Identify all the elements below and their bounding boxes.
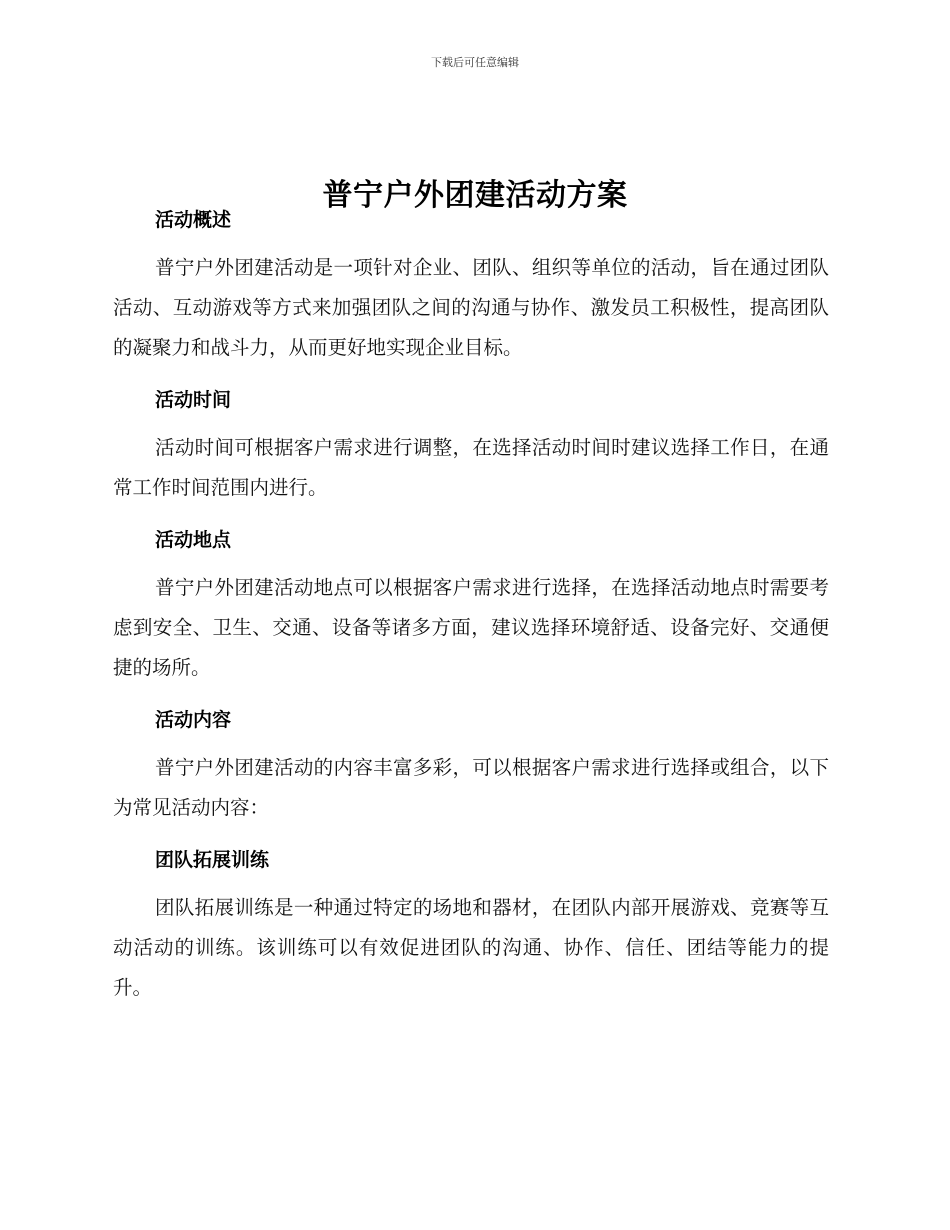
section-paragraph: 团队拓展训练是一种通过特定的场地和器材，在团队内部开展游戏、竞赛等互动活动的训练。该训练可以有效促进团队的沟通、协作、信任、团结等能力的提升。 [113, 896, 829, 999]
header-note: 下载后可任意编辑 [431, 56, 519, 69]
section-heading: 活动概述 [155, 209, 232, 231]
section-content [113, 700, 829, 828]
section-location [113, 520, 829, 688]
section-paragraph: 活动时间可根据客户需求进行调整，在选择活动时间时建议选择工作日，在通常工作时间范围内进行。 [113, 436, 829, 499]
section-paragraph: 普宁户外团建活动是一项针对企业、团队、组织等单位的活动，旨在通过团队活动、互动游戏等方式来加强团队之间的沟通与协作、激发员工积极性，提高团队的凝聚力和战斗力，从而更好地实现企业目标。 [113, 256, 829, 359]
section-time [113, 380, 829, 508]
section-heading: 活动地点 [155, 529, 232, 551]
section-paragraph: 普宁户外团建活动的内容丰富多彩，可以根据客户需求进行选择或组合，以下为常见活动内容： [113, 756, 829, 819]
document-content [113, 200, 829, 1020]
section-heading: 团队拓展训练 [155, 849, 270, 871]
section-overview [113, 200, 829, 368]
document-title: 普宁户外团建活动方案 [322, 178, 628, 214]
section-heading: 活动时间 [155, 389, 232, 411]
section-heading: 活动内容 [155, 709, 232, 731]
section-paragraph: 普宁户外团建活动地点可以根据客户需求进行选择，在选择活动地点时需要考虑到安全、卫生、交通、设备等诸多方面，建议选择环境舒适、设备完好、交通便捷的场所。 [113, 576, 829, 679]
section-team-training [113, 840, 829, 1008]
